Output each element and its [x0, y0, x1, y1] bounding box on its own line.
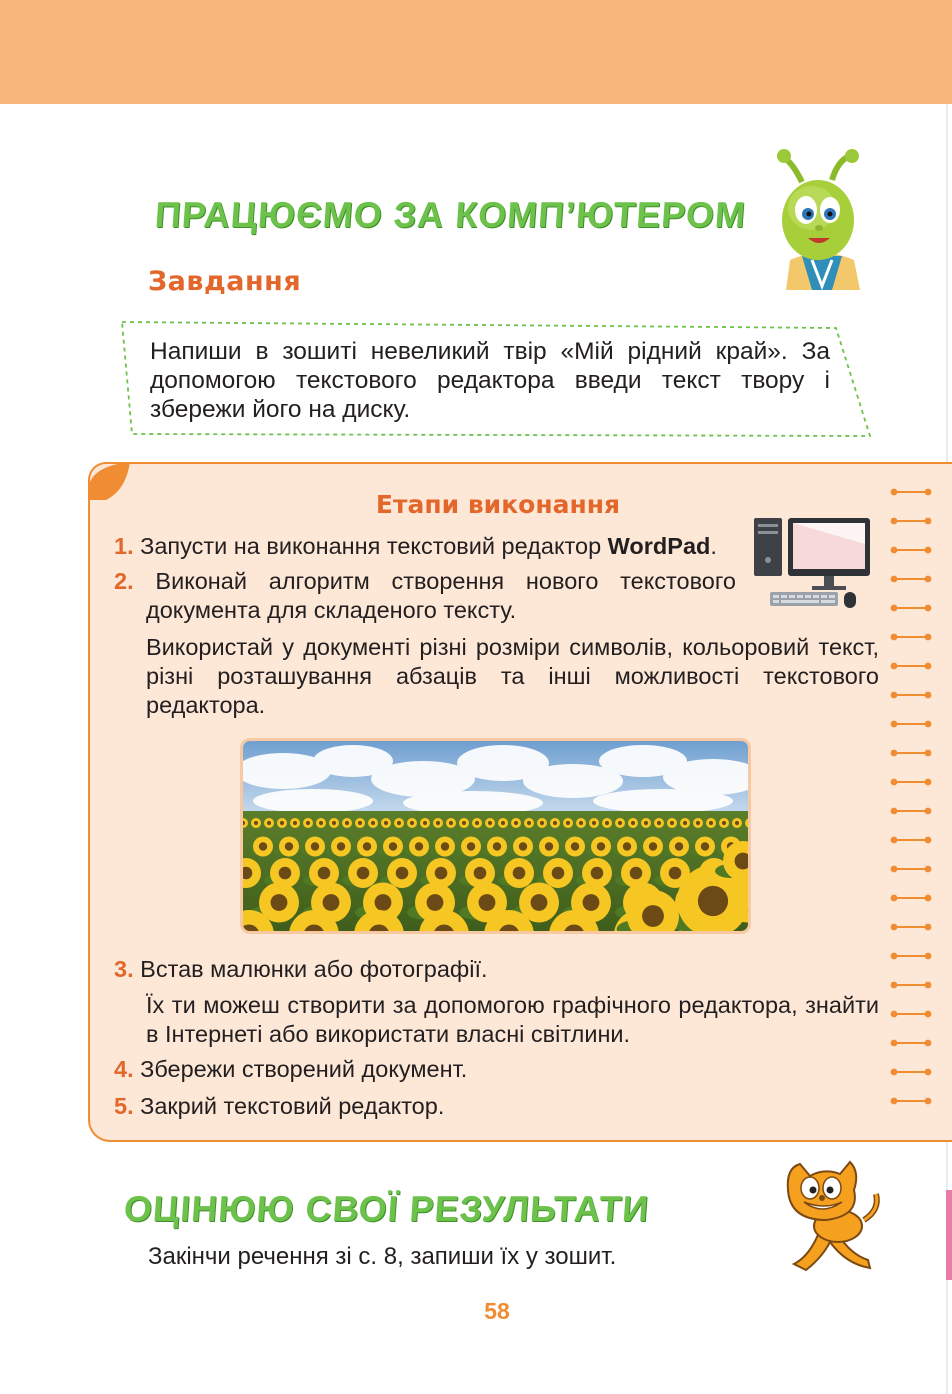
- step-5-number: 5.: [114, 1093, 134, 1119]
- alien-mascot-icon: [772, 148, 872, 290]
- step-3-paragraph: Їх ти можеш створити за допомогою графічного редактора, знайти в Інтернеті або використати власні світлини.: [146, 992, 879, 1047]
- stages-title: Етапи виконання: [375, 490, 621, 519]
- page-number: 58: [484, 1298, 510, 1324]
- ring-hole: [925, 1098, 932, 1105]
- step-1-end: .: [710, 533, 717, 559]
- ring-hole: [925, 605, 932, 612]
- ring-hole: [891, 953, 898, 960]
- ring-hole: [925, 866, 932, 873]
- ring-hole: [891, 866, 898, 873]
- step-5-text: Закрий текстовий редактор.: [140, 1093, 445, 1119]
- ring-hole: [925, 1069, 932, 1076]
- ring-hole: [925, 663, 932, 670]
- ring-hole: [925, 808, 932, 815]
- top-color-band: [0, 0, 952, 104]
- ring-hole: [891, 605, 898, 612]
- ring-hole: [925, 1011, 932, 1018]
- notebook-rings: [888, 484, 936, 1120]
- step-1: [114, 532, 717, 561]
- section-title-results: ОЦІНЮЮ СВОЇ РЕЗУЛЬТАТИ: [122, 1188, 651, 1229]
- ring-hole: [925, 982, 932, 989]
- ring-hole: [891, 1040, 898, 1047]
- step-2-number: 2.: [114, 568, 134, 594]
- ring-hole: [891, 1069, 898, 1076]
- step-4-text: Збережи створений документ.: [140, 1056, 468, 1082]
- ring-hole: [925, 634, 932, 641]
- ring-hole: [891, 1098, 898, 1105]
- scratch-cat-icon: [780, 1160, 884, 1272]
- step-4-number: 4.: [114, 1056, 134, 1082]
- task-text: Напиши в зошиті невеликий твір «Мій рідний край». За допомогою текстового редактора введи текст твору і збережи його на диску.: [150, 338, 830, 423]
- ring-hole: [891, 982, 898, 989]
- ring-hole: [925, 576, 932, 583]
- ring-hole: [891, 808, 898, 815]
- ring-hole: [891, 779, 898, 786]
- page-edge-tab: [946, 1190, 952, 1280]
- ring-hole: [891, 634, 898, 641]
- ring-hole: [891, 721, 898, 728]
- ring-hole: [925, 692, 932, 699]
- ring-hole: [891, 663, 898, 670]
- step-1-text: Запусти на виконання текстовий редактор: [140, 533, 608, 559]
- step-2-line-1: [114, 567, 736, 596]
- ring-hole: [925, 1040, 932, 1047]
- ring-hole: [925, 837, 932, 844]
- step-2-text-line-1: Виконай алгоритм створення нового текстового: [155, 568, 737, 594]
- ring-hole: [925, 721, 932, 728]
- ring-hole: [891, 692, 898, 699]
- ring-hole: [891, 547, 898, 554]
- section-title-computer: ПРАЦЮЄМО ЗА КОМП’ЮТЕРОМ: [153, 194, 748, 235]
- step-3-text: Встав малюнки або фотографії.: [140, 956, 488, 982]
- step-1-number: 1.: [114, 533, 134, 559]
- sunflower-field-photo: [240, 738, 751, 934]
- ring-hole: [925, 924, 932, 931]
- ring-hole: [925, 779, 932, 786]
- step-3: [114, 955, 488, 984]
- desktop-computer-icon: [752, 514, 874, 612]
- ring-hole: [891, 750, 898, 757]
- task-label: Завдання: [148, 266, 302, 297]
- ring-hole: [891, 837, 898, 844]
- step-2-paragraph: Використай у документі різні розміри символів, кольоровий текст, різні розташування абзаців та інші можливості текстового редактора.: [146, 634, 879, 718]
- ring-hole: [891, 1011, 898, 1018]
- ring-hole: [891, 576, 898, 583]
- ring-hole: [925, 750, 932, 757]
- ring-hole: [891, 924, 898, 931]
- step-4: [114, 1055, 467, 1084]
- ring-hole: [891, 895, 898, 902]
- ring-hole: [925, 895, 932, 902]
- step-2-text-line-2: документа для складеного тексту.: [146, 597, 517, 623]
- results-text: Закінчи речення зі с. 8, запиши їх у зошит.: [148, 1243, 617, 1270]
- step-3-number: 3.: [114, 956, 134, 982]
- ring-hole: [925, 953, 932, 960]
- step-1-app-name: WordPad: [607, 533, 711, 559]
- step-5: [114, 1092, 444, 1121]
- ring-hole: [925, 547, 932, 554]
